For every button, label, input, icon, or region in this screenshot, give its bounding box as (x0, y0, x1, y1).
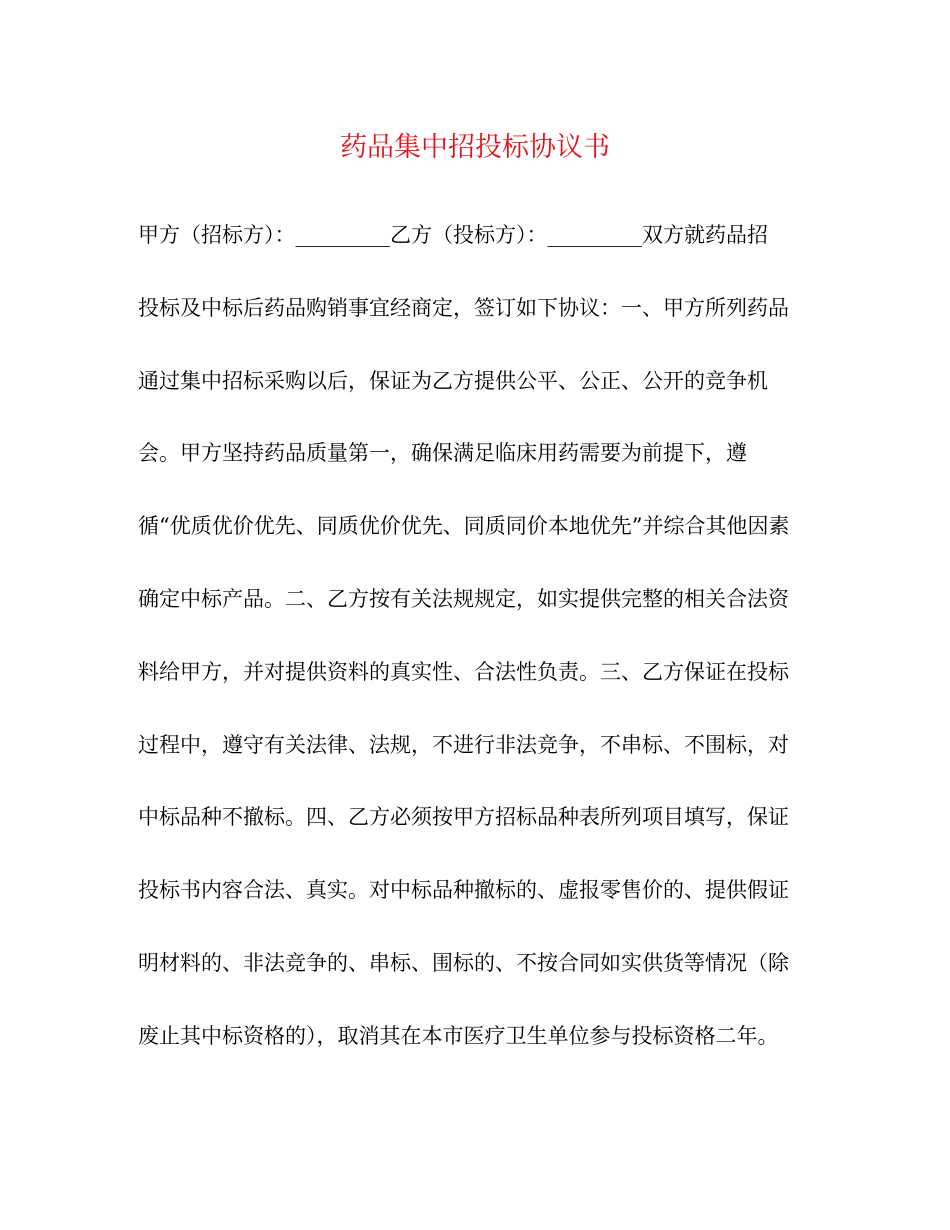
document-title: 药品集中招投标协议书 (340, 132, 610, 163)
body-line: 明材料的、非法竞争的、串标、围标的、不按合同如实供货等情况（除 (138, 950, 789, 975)
body-line: 投标书内容合法、真实。对中标品种撤标的、虚报零售价的、提供假证 (138, 878, 789, 903)
body-line: 投标及中标后药品购销事宜经商定，签订如下协议：一、甲方所列药品 (138, 295, 789, 320)
body-line: 确定中标产品。二、乙方按有关法规规定，如实提供完整的相关合法资 (138, 586, 789, 611)
body-line: 中标品种不撤标。四、乙方必须按甲方招标品种表所列项目填写，保证 (138, 805, 789, 830)
body-line: 甲方（招标方）：_________乙方（投标方）：_________双方就药品招 (138, 223, 768, 247)
body-line: 会。甲方坚持药品质量第一，确保满足临床用药需要为前提下，遵 (138, 441, 747, 466)
body-line: 通过集中招标采购以后，保证为乙方提供公平、公正、公开的竞争机 (138, 368, 768, 393)
body-line: 料给甲方，并对提供资料的真实性、合法性负责。三、乙方保证在投标 (138, 659, 789, 684)
body-line: 过程中，遵守有关法律、法规，不进行非法竞争，不串标、不围标，对 (138, 732, 789, 757)
body-line: 废止其中标资格的），取消其在本市医疗卫生单位参与投标资格二年。 (138, 1023, 779, 1048)
body-line: 循“优质优价优先、同质优价优先、同质同价本地优先”并综合其他因素 (138, 514, 790, 539)
document-body (138, 215, 818, 1089)
